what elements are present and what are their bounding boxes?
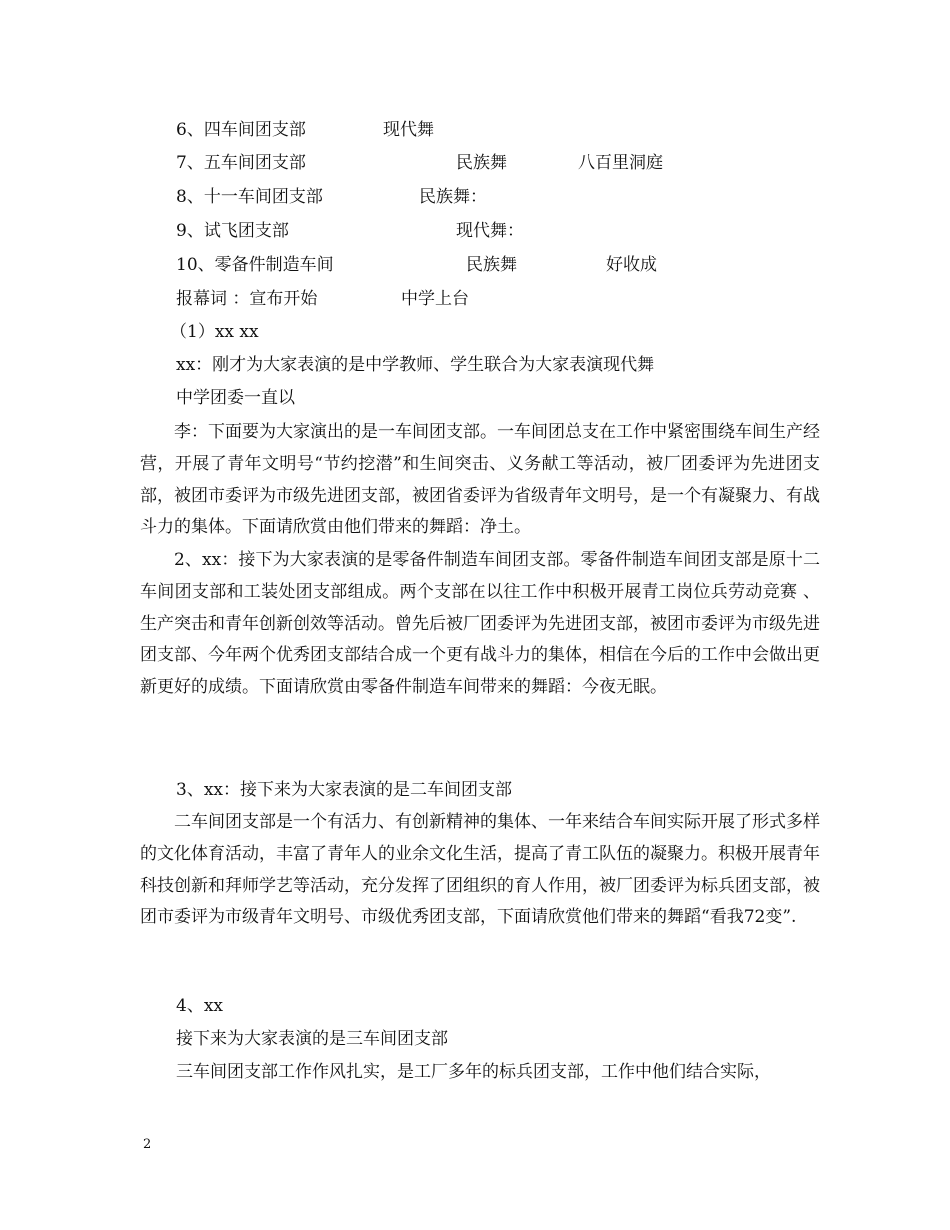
paragraph-li: 李：下面要为大家演出的是一车间团支部。一车间团总支在工作中紧密围绕车间生产经营，开展了青年文明号“节约挖潜”和生间突击、义务献工等活动，被厂团委评为先进团支部，被团市委评为市级先进团支部，被团省委评为省级青年文明号，是一个有凝聚力、有战斗力的集体。下面请欣赏由他们带来的舞蹈：净土。 — [140, 422, 820, 538]
paragraph-4: 三车间团支部工作作风扎实，是工厂多年的标兵团支部，工作中他们结合实际， — [176, 1062, 771, 1082]
host-line-3: 3、xx：接下来为大家表演的是二车间团支部 — [176, 780, 512, 800]
program-item-name: 8、十一车间团支部 — [176, 187, 323, 207]
program-dance-type: 民族舞 — [456, 153, 507, 173]
paragraph-3: 二车间团支部是一个有活力、有创新精神的集体、一年来结合车间实际开展了形式多样的文化体育活动，丰富了青年人的业余文化生活，提高了青工队伍的凝聚力。积极开展青年科技创新和拜师学艺等活动，充分发挥了团组织的育人作用，被厂团委评为标兵团支部，被团市委评为市级青年文明号、市级优秀团支部，下面请欣赏他们带来的舞蹈“看我72变”. — [140, 812, 820, 928]
paragraph-2: 2、xx：接下为大家表演的是零备件制造车间团支部。零备件制造车间团支部是原十二车间团支部和工装处团支部组成。两个支部在以往工作中积极开展青工岗位兵劳动竞赛 、生产突击和青年创新创效等活动。曾先后被厂团委评为先进团支部，被团市委评为市级先进团支部、今年两个优秀团支部结合成一个更有战斗力的集体，相信在今后的工作中会做出更新更好的成绩。下面请欣赏由零备件制造车间带来的舞蹈：今夜无眠。 — [140, 550, 820, 698]
program-item-name: 6、四车间团支部 — [176, 120, 306, 140]
program-dance-title: 好收成 — [606, 255, 657, 275]
host-line-4b: 接下来为大家表演的是三车间团支部 — [176, 1029, 448, 1049]
curtain-label: 报幕词 ：宣布开始 — [176, 289, 318, 309]
program-dance-type: 现代舞： — [456, 221, 524, 241]
hosts-line: （1）xx xx — [170, 322, 259, 342]
page-number: 2 — [143, 1137, 152, 1152]
program-dance-title: 八百里洞庭 — [578, 153, 663, 173]
host-line-a: xx：刚才为大家表演的是中学教师、学生联合为大家表演现代舞 — [176, 355, 655, 375]
program-dance-type: 民族舞 — [466, 255, 517, 275]
program-item-name: 10、零备件制造车间 — [176, 255, 334, 275]
program-item-name: 7、五车间团支部 — [176, 153, 306, 173]
host-line-b: 中学团委一直以 — [176, 388, 295, 408]
program-dance-type: 民族舞： — [419, 187, 487, 207]
host-line-4: 4、xx — [176, 996, 223, 1016]
program-item-name: 9、试飞团支部 — [176, 221, 289, 241]
program-dance-type: 现代舞 — [383, 120, 434, 140]
curtain-school: 中学上台 — [401, 289, 469, 309]
